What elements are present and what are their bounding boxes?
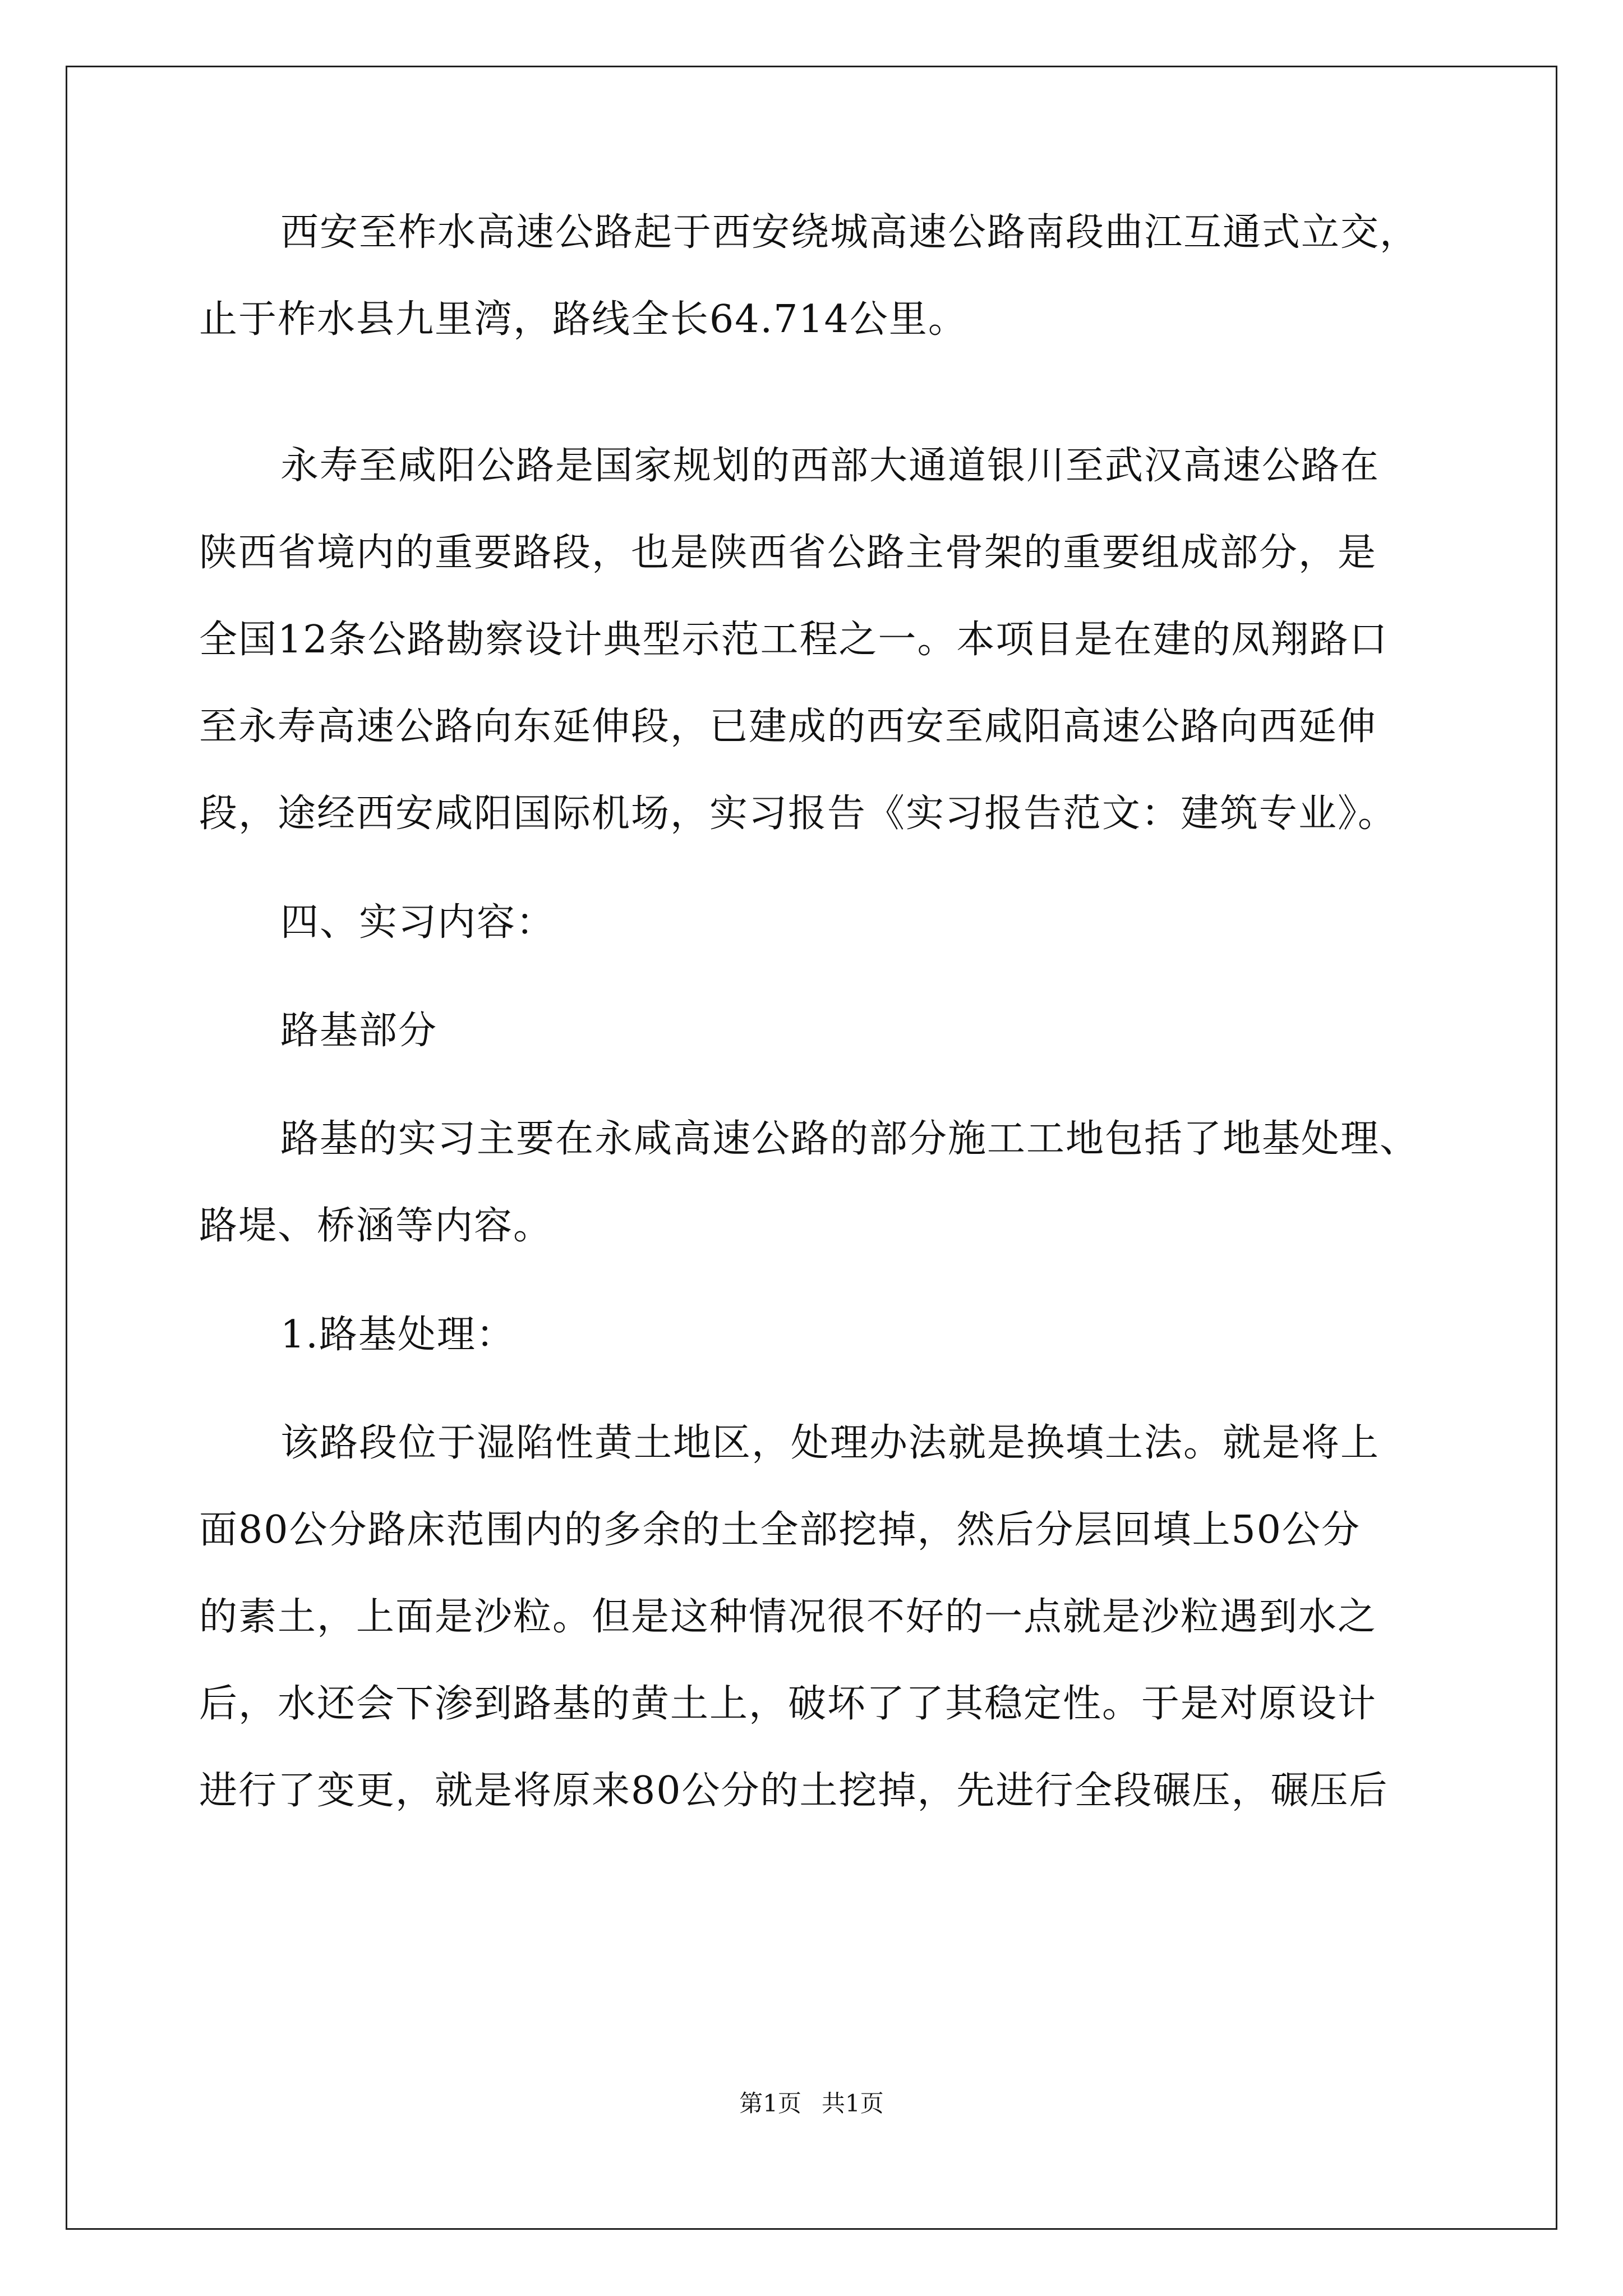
page-footer	[0, 2087, 1623, 2120]
paragraph-line: 面80公分路床范围内的多余的土全部挖掉，然后分层回填上50公分	[199, 1508, 1361, 1552]
paragraph-line: 陕西省境内的重要路段，也是陕西省公路主骨架的重要组成部分，是	[199, 531, 1377, 575]
paragraph-line: 该路段位于湿陷性黄土地区，处理办法就是换填土法。就是将上	[280, 1421, 1380, 1465]
section-heading: 四、实习内容：	[280, 900, 556, 945]
paragraph-line: 进行了变更，就是将原来80公分的土挖掉，先进行全段碾压，碾压后	[199, 1769, 1389, 1813]
paragraph-line: 全国12条公路勘察设计典型示范工程之一。本项目是在建的凤翔路口	[199, 618, 1389, 662]
paragraph-line: 路堤、桥涵等内容。	[199, 1204, 553, 1248]
paragraph-line: 段，途经西安咸阳国际机场，实习报告《实习报告范文：建筑专业》。	[199, 792, 1398, 836]
subsection-heading: 1.路基处理：	[280, 1313, 515, 1357]
paragraph-line: 永寿至咸阳公路是国家规划的西部大通道银川至武汉高速公路在	[280, 444, 1380, 488]
page-number: 第1页	[739, 2090, 801, 2117]
paragraph-line: 西安至柞水高速公路起于西安绕城高速公路南段曲江互通式立交，	[280, 210, 1419, 255]
paragraph-line: 止于柞水县九里湾，路线全长64.714公里。	[199, 297, 967, 342]
page-total: 共1页	[822, 2090, 884, 2117]
paragraph-line: 后，水还会下渗到路基的黄土上，破坏了了其稳定性。于是对原设计	[199, 1682, 1377, 1726]
subsection-heading: 路基部分	[280, 1009, 438, 1053]
paragraph-line: 的素土，上面是沙粒。但是这种情况很不好的一点就是沙粒遇到水之	[199, 1595, 1377, 1639]
paragraph-line: 路基的实习主要在永咸高速公路的部分施工工地包括了地基处理、	[280, 1117, 1419, 1161]
paragraph-line: 至永寿高速公路向东延伸段，已建成的西安至咸阳高速公路向西延伸	[199, 705, 1377, 749]
